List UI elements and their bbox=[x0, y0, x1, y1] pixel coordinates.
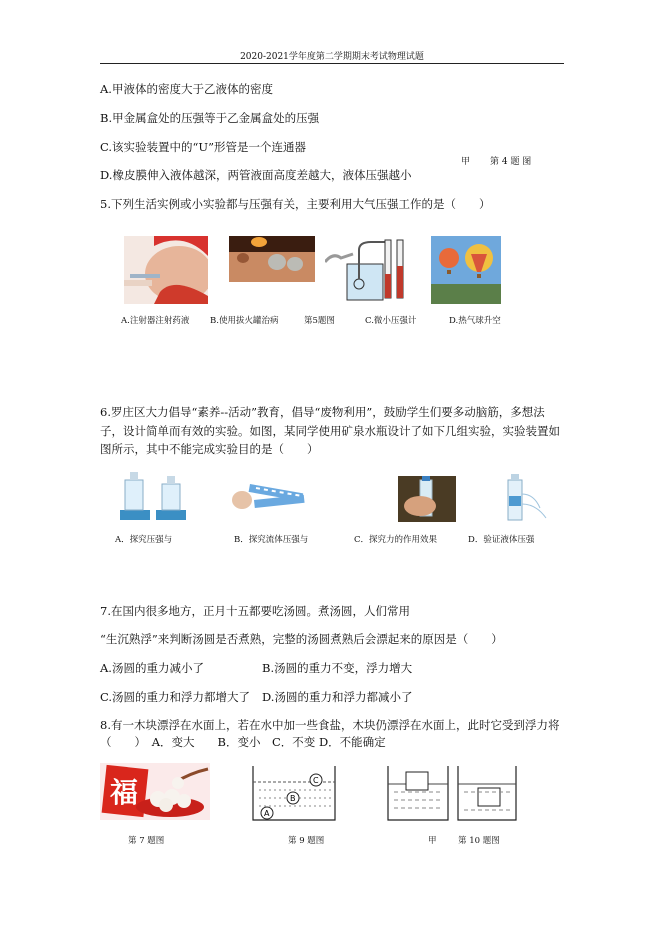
q4-figure-left-label: 甲 bbox=[461, 157, 471, 167]
q6-caption-c: C．探究力的作用效果 bbox=[354, 535, 438, 545]
q6-caption-a: A．探究压强与 bbox=[115, 535, 173, 545]
ball-b-label: B bbox=[290, 794, 296, 803]
q5-stem: 5.下列生活实例或小实验都与压强有关，主要利用大气压强工作的是（ ） bbox=[100, 197, 491, 211]
q6-caption-d: D．验证液体压强 bbox=[468, 535, 535, 545]
q5-caption-b: B.使用拔火罐治病 bbox=[210, 316, 279, 326]
squeezing-bottle-photo bbox=[398, 476, 456, 522]
q8-stem-line-2: （ ） A．变大 B．变小 C．不变 D．不能确定 bbox=[100, 735, 386, 749]
q4-option-a: A.甲液体的密度大于乙液体的密度 bbox=[100, 82, 273, 96]
fu-character: 福 bbox=[110, 776, 139, 809]
q4-option-b: B.甲金属盒处的压强等于乙金属盒处的压强 bbox=[100, 111, 320, 125]
q7-option-c: C.汤圆的重力和浮力都增大了 bbox=[100, 690, 251, 704]
hot-air-balloon-photo bbox=[431, 236, 501, 304]
page-header: 2020-2021学年度第二学期期末考试物理试题 bbox=[240, 52, 424, 62]
q6-stem-line-1: 6.罗庄区大力倡导“素养--活动”教育，倡导“废物利用”，鼓励学生们要多动脑筋，多想法 bbox=[100, 405, 545, 419]
cupping-photo bbox=[229, 236, 315, 282]
q10-figure-left-label: 甲 bbox=[428, 836, 437, 846]
q9-figure-caption: 第 9 题图 bbox=[288, 836, 325, 846]
q5-figure-caption: 第5题图 bbox=[304, 316, 335, 326]
micro-pressure-gauge-diagram bbox=[325, 236, 413, 302]
q8-stem-line-1: 8.有一木块漂浮在水面上，若在水中加一些食盐，木块仍漂浮在水面上，此时它受到浮力将 bbox=[100, 718, 560, 732]
tangyuan-photo bbox=[100, 763, 210, 820]
q4-option-c: C.该实验装置中的“U”形管是一个连通器 bbox=[100, 140, 306, 154]
q7-stem-line-1: 7.在国内很多地方，正月十五都要吃汤圆。煮汤圆，人们常用 bbox=[100, 604, 410, 618]
q6-caption-b: B．探究流体压强与 bbox=[234, 535, 309, 545]
bottles-on-sponge-photo bbox=[116, 470, 188, 522]
q7-figure-caption: 第 7 题图 bbox=[128, 836, 165, 846]
q4-option-d: D.橡皮膜伸入液体越深，两管液面高度差越大，液体压强越小 bbox=[100, 168, 412, 182]
q7-stem-line-2: “生沉熟浮”来判断汤圆是否煮熟，完整的汤圆煮熟后会漂起来的原因是（ ） bbox=[100, 632, 503, 646]
q5-caption-d: D.热气球升空 bbox=[449, 316, 501, 326]
ball-a-label: A bbox=[264, 809, 270, 818]
floating-block-containers-diagram bbox=[386, 764, 518, 822]
q7-option-a: A.汤圆的重力减小了 bbox=[100, 661, 204, 675]
q10-figure-caption: 第 10 题图 bbox=[458, 836, 500, 846]
q6-stem-line-3: 图所示，其中不能完成实验目的是（ ） bbox=[100, 442, 319, 456]
header-rule bbox=[100, 63, 564, 64]
q5-caption-a: A.注射器注射药液 bbox=[121, 316, 190, 326]
q5-caption-c: C.微小压强计 bbox=[365, 316, 417, 326]
floating-balls-diagram bbox=[251, 764, 337, 822]
blowing-bottles-photo bbox=[232, 476, 308, 516]
q7-option-d: D.汤圆的重力和浮力都减小了 bbox=[262, 690, 413, 704]
water-jets-bottle-photo bbox=[500, 474, 550, 524]
q4-figure-caption: 第 4 题 图 bbox=[490, 157, 532, 167]
q6-stem-line-2: 子，设计简单而有效的实验。如图，某同学使用矿泉水瓶设计了如下几组实验，实验装置如 bbox=[100, 424, 560, 438]
syringe-injection-photo bbox=[124, 236, 208, 304]
q7-option-b: B.汤圆的重力不变，浮力增大 bbox=[262, 661, 413, 675]
ball-c-label: C bbox=[313, 776, 319, 785]
